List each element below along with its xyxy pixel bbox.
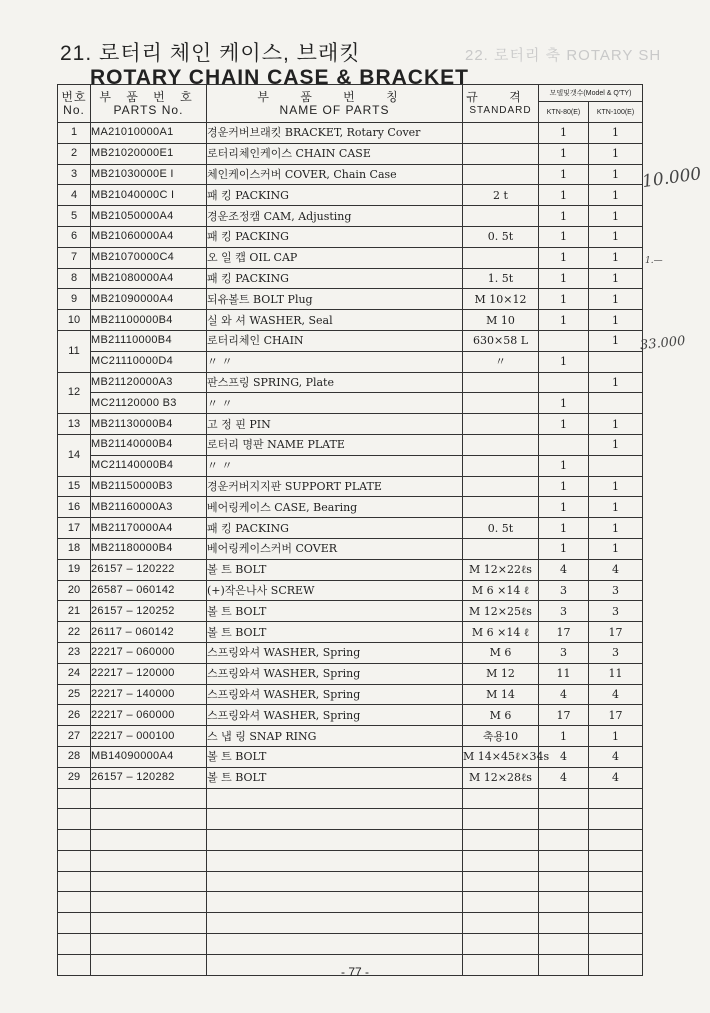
header-no: 번호 No. (58, 85, 91, 123)
cell-qty-ktn100: 1 (589, 518, 643, 539)
cell-parts-no: MB21160000A3 (91, 497, 207, 518)
cell-qty-ktn100 (589, 830, 643, 851)
header-standard: 규 격 STANDARD (463, 85, 539, 123)
cell-standard (463, 538, 539, 559)
title-english: ROTARY CHAIN CASE & BRACKET (90, 66, 469, 89)
cell-qty-ktn100: 17 (589, 622, 643, 643)
cell-name: 실 와 셔 WASHER, Seal (207, 310, 463, 331)
cell-no: 17 (58, 518, 91, 539)
cell-qty-ktn80 (539, 850, 589, 871)
cell-parts-no: MB21070000C4 (91, 247, 207, 268)
cell-standard (463, 871, 539, 892)
cell-name: 스프링와셔 WASHER, Spring (207, 663, 463, 684)
cell-no: 2 (58, 143, 91, 164)
cell-qty-ktn100 (589, 892, 643, 913)
table-row (58, 143, 643, 164)
cell-standard (463, 455, 539, 476)
cell-parts-no (91, 871, 207, 892)
cell-no: 5 (58, 206, 91, 227)
table-row (58, 830, 643, 851)
cell-parts-no: MB21080000A4 (91, 268, 207, 289)
cell-parts-no: MB14090000A4 (91, 746, 207, 767)
cell-name: 〃 〃 (207, 351, 463, 372)
header-model-qty: 모델및갯수(Model & Q'TY) (539, 85, 643, 102)
cell-standard (463, 414, 539, 435)
page-number: - 77 - (340, 965, 369, 979)
handwritten-note: 10.000 (640, 163, 703, 193)
cell-name: 스 냅 링 SNAP RING (207, 726, 463, 747)
cell-parts-no: 22217 – 060000 (91, 642, 207, 663)
cell-name: 로터리체인케이스 CHAIN CASE (207, 143, 463, 164)
cell-parts-no: 22217 – 140000 (91, 684, 207, 705)
cell-qty-ktn100 (589, 809, 643, 830)
cell-name: 경운조정캠 CAM, Adjusting (207, 206, 463, 227)
table-row (58, 289, 643, 310)
cell-standard: M 12 (463, 663, 539, 684)
table-row (58, 913, 643, 934)
cell-qty-ktn100: 1 (589, 330, 643, 351)
cell-qty-ktn80: 1 (539, 289, 589, 310)
cell-name: 경운커버지지판 SUPPORT PLATE (207, 476, 463, 497)
cell-standard: M 12×22ℓs (463, 559, 539, 580)
header-ktn-100: KTN-100(E) (589, 102, 643, 123)
cell-qty-ktn80: 3 (539, 642, 589, 663)
cell-no (58, 913, 91, 934)
cell-parts-no: 26157 – 120222 (91, 559, 207, 580)
cell-qty-ktn100: 4 (589, 746, 643, 767)
cell-parts-no: MB21150000B3 (91, 476, 207, 497)
cell-qty-ktn80: 17 (539, 622, 589, 643)
table-row (58, 622, 643, 643)
cell-qty-ktn80: 1 (539, 726, 589, 747)
table-row (58, 414, 643, 435)
cell-standard: 1. 5t (463, 268, 539, 289)
table-row (58, 247, 643, 268)
cell-qty-ktn80: 1 (539, 497, 589, 518)
cell-qty-ktn80: 1 (539, 310, 589, 331)
cell-qty-ktn80 (539, 809, 589, 830)
cell-standard: M 14 (463, 684, 539, 705)
cell-name (207, 934, 463, 955)
cell-qty-ktn80: 1 (539, 476, 589, 497)
table-row (58, 268, 643, 289)
cell-qty-ktn100: 1 (589, 497, 643, 518)
cell-parts-no: MB21130000B4 (91, 414, 207, 435)
cell-parts-no: MB21100000B4 (91, 310, 207, 331)
bleed-through-text: 22. 로터리 축 ROTARY SH (465, 47, 662, 64)
table-row (58, 559, 643, 580)
table-row (58, 455, 643, 476)
cell-no: 19 (58, 559, 91, 580)
cell-qty-ktn100: 1 (589, 414, 643, 435)
cell-no (58, 934, 91, 955)
cell-qty-ktn100: 3 (589, 580, 643, 601)
cell-parts-no: MB21030000E I (91, 164, 207, 185)
cell-qty-ktn80: 1 (539, 247, 589, 268)
cell-parts-no: MB21180000B4 (91, 538, 207, 559)
cell-qty-ktn100 (589, 871, 643, 892)
table-row (58, 497, 643, 518)
cell-qty-ktn80: 17 (539, 705, 589, 726)
cell-standard: M 6 (463, 705, 539, 726)
table-row (58, 767, 643, 788)
cell-no: 13 (58, 414, 91, 435)
cell-standard (463, 913, 539, 934)
cell-no: 21 (58, 601, 91, 622)
cell-qty-ktn100: 1 (589, 143, 643, 164)
cell-qty-ktn80: 1 (539, 164, 589, 185)
cell-qty-ktn100 (589, 850, 643, 871)
cell-qty-ktn80: 1 (539, 206, 589, 227)
cell-qty-ktn100: 1 (589, 434, 643, 455)
table-row (58, 123, 643, 144)
cell-parts-no: MB21020000E1 (91, 143, 207, 164)
cell-standard: 0. 5t (463, 518, 539, 539)
cell-name: 베어링케이스커버 COVER (207, 538, 463, 559)
cell-name: 〃 〃 (207, 455, 463, 476)
cell-qty-ktn100 (589, 934, 643, 955)
cell-name: 경운커버브래킷 BRACKET, Rotary Cover (207, 123, 463, 144)
parts-table (57, 84, 643, 976)
cell-standard (463, 850, 539, 871)
cell-parts-no: MA21010000A1 (91, 123, 207, 144)
cell-no: 25 (58, 684, 91, 705)
cell-qty-ktn80 (539, 892, 589, 913)
table-row (58, 185, 643, 206)
table-row (58, 351, 643, 372)
cell-name: 스프링와셔 WASHER, Spring (207, 705, 463, 726)
cell-standard: M 14×45ℓ×34s (463, 746, 539, 767)
cell-qty-ktn80: 1 (539, 123, 589, 144)
table-row (58, 393, 643, 414)
table-row (58, 310, 643, 331)
cell-qty-ktn80: 4 (539, 684, 589, 705)
table-row (58, 226, 643, 247)
cell-name: 되유볼트 BOLT Plug (207, 289, 463, 310)
cell-parts-no: MB21090000A4 (91, 289, 207, 310)
cell-parts-no (91, 788, 207, 809)
cell-qty-ktn100: 11 (589, 663, 643, 684)
cell-parts-no: 22217 – 060000 (91, 705, 207, 726)
table-row (58, 372, 643, 393)
cell-name: 볼 트 BOLT (207, 601, 463, 622)
cell-parts-no: 22217 – 120000 (91, 663, 207, 684)
cell-qty-ktn80: 1 (539, 143, 589, 164)
cell-standard: M 12×28ℓs (463, 767, 539, 788)
table-row (58, 476, 643, 497)
cell-no: 22 (58, 622, 91, 643)
cell-name (207, 892, 463, 913)
cell-standard: M 6 ×14 ℓ (463, 580, 539, 601)
cell-no: 10 (58, 310, 91, 331)
cell-parts-no: MB21140000B4 (91, 434, 207, 455)
cell-qty-ktn80: 1 (539, 268, 589, 289)
cell-no: 29 (58, 767, 91, 788)
cell-standard: 2 t (463, 185, 539, 206)
table-row (58, 434, 643, 455)
cell-qty-ktn100: 1 (589, 185, 643, 206)
cell-no (58, 830, 91, 851)
table-row (58, 788, 643, 809)
cell-qty-ktn80: 1 (539, 185, 589, 206)
cell-name: 로터리 명판 NAME PLATE (207, 434, 463, 455)
cell-parts-no: MB21050000A4 (91, 206, 207, 227)
cell-name: 스프링와셔 WASHER, Spring (207, 642, 463, 663)
cell-no: 4 (58, 185, 91, 206)
cell-name: 볼 트 BOLT (207, 622, 463, 643)
cell-name: 고 정 핀 PIN (207, 414, 463, 435)
cell-qty-ktn100 (589, 788, 643, 809)
cell-no: 7 (58, 247, 91, 268)
cell-name: 패 킹 PACKING (207, 268, 463, 289)
cell-parts-no (91, 892, 207, 913)
cell-parts-no: 26157 – 120282 (91, 767, 207, 788)
cell-qty-ktn80: 4 (539, 767, 589, 788)
table-row (58, 705, 643, 726)
cell-standard: 〃 (463, 351, 539, 372)
cell-qty-ktn80: 4 (539, 559, 589, 580)
cell-name: 볼 트 BOLT (207, 767, 463, 788)
cell-qty-ktn80: 3 (539, 580, 589, 601)
cell-name (207, 913, 463, 934)
cell-parts-no: 26117 – 060142 (91, 622, 207, 643)
handwritten-note: 1.— (645, 256, 663, 266)
cell-no: 20 (58, 580, 91, 601)
cell-name (207, 788, 463, 809)
cell-name: 〃 〃 (207, 393, 463, 414)
cell-standard (463, 892, 539, 913)
cell-parts-no: MB21120000A3 (91, 372, 207, 393)
cell-qty-ktn80: 1 (539, 393, 589, 414)
cell-no: 12 (58, 372, 91, 414)
cell-qty-ktn100: 1 (589, 226, 643, 247)
cell-name (207, 850, 463, 871)
cell-standard (463, 393, 539, 414)
cell-name: 볼 트 BOLT (207, 559, 463, 580)
cell-standard (463, 497, 539, 518)
cell-parts-no (91, 913, 207, 934)
cell-standard: M 6 ×14 ℓ (463, 622, 539, 643)
cell-qty-ktn80 (539, 330, 589, 351)
cell-no (58, 788, 91, 809)
table-row (58, 663, 643, 684)
cell-standard: M 6 (463, 642, 539, 663)
cell-no (58, 809, 91, 830)
cell-name: 패 킹 PACKING (207, 185, 463, 206)
cell-qty-ktn100: 3 (589, 601, 643, 622)
cell-parts-no: 22217 – 000100 (91, 726, 207, 747)
cell-name: 패 킹 PACKING (207, 226, 463, 247)
cell-name (207, 809, 463, 830)
cell-standard (463, 372, 539, 393)
cell-no: 11 (58, 330, 91, 372)
cell-standard (463, 809, 539, 830)
cell-standard (463, 206, 539, 227)
cell-name: 로터리체인 CHAIN (207, 330, 463, 351)
cell-parts-no (91, 830, 207, 851)
handwritten-note: 33.000 (639, 333, 687, 354)
cell-qty-ktn100: 1 (589, 538, 643, 559)
cell-standard (463, 143, 539, 164)
cell-qty-ktn80: 1 (539, 351, 589, 372)
cell-no: 6 (58, 226, 91, 247)
cell-qty-ktn80 (539, 372, 589, 393)
cell-parts-no: MB21110000B4 (91, 330, 207, 351)
cell-qty-ktn80 (539, 934, 589, 955)
cell-name: 베어링케이스 CASE, Bearing (207, 497, 463, 518)
table-row (58, 538, 643, 559)
header-ktn-80: KTN-80(E) (539, 102, 589, 123)
table-row (58, 746, 643, 767)
cell-qty-ktn100: 4 (589, 684, 643, 705)
cell-qty-ktn80 (539, 434, 589, 455)
cell-qty-ktn80: 1 (539, 455, 589, 476)
cell-parts-no: MB21060000A4 (91, 226, 207, 247)
cell-qty-ktn80 (539, 830, 589, 851)
cell-no (58, 850, 91, 871)
cell-qty-ktn80: 1 (539, 414, 589, 435)
cell-parts-no (91, 809, 207, 830)
page-title (60, 42, 469, 90)
cell-parts-no: MC21140000B4 (91, 455, 207, 476)
cell-name: 패 킹 PACKING (207, 518, 463, 539)
cell-no: 1 (58, 123, 91, 144)
cell-name: (+)작은나사 SCREW (207, 580, 463, 601)
cell-standard: 630×58 L (463, 330, 539, 351)
cell-no: 28 (58, 746, 91, 767)
cell-no: 23 (58, 642, 91, 663)
cell-standard: 0. 5t (463, 226, 539, 247)
table-row (58, 580, 643, 601)
table-row (58, 684, 643, 705)
cell-parts-no: MB21170000A4 (91, 518, 207, 539)
cell-qty-ktn100: 17 (589, 705, 643, 726)
cell-qty-ktn100: 1 (589, 289, 643, 310)
cell-qty-ktn80 (539, 871, 589, 892)
table-header-row (58, 85, 643, 102)
cell-name: 볼 트 BOLT (207, 746, 463, 767)
table-row (58, 871, 643, 892)
cell-no: 18 (58, 538, 91, 559)
title-korean: 21. 로터리 체인 케이스, 브래킷 (60, 42, 361, 65)
table-row (58, 518, 643, 539)
cell-qty-ktn100: 1 (589, 310, 643, 331)
cell-standard (463, 434, 539, 455)
table-row (58, 892, 643, 913)
cell-parts-no: MB21040000C I (91, 185, 207, 206)
table-row (58, 809, 643, 830)
cell-qty-ktn80: 4 (539, 746, 589, 767)
cell-standard: M 10×12 (463, 289, 539, 310)
cell-name (207, 830, 463, 851)
cell-no: 8 (58, 268, 91, 289)
cell-qty-ktn80 (539, 913, 589, 934)
cell-standard: M 10 (463, 310, 539, 331)
cell-standard (463, 476, 539, 497)
cell-no: 15 (58, 476, 91, 497)
cell-standard: M 12×25ℓs (463, 601, 539, 622)
cell-no: 3 (58, 164, 91, 185)
cell-standard: 축용10 (463, 726, 539, 747)
cell-name: 오 일 캡 OIL CAP (207, 247, 463, 268)
cell-qty-ktn80: 11 (539, 663, 589, 684)
cell-parts-no: 26587 – 060142 (91, 580, 207, 601)
cell-no: 14 (58, 434, 91, 476)
cell-standard (463, 788, 539, 809)
cell-qty-ktn80: 1 (539, 226, 589, 247)
table-row (58, 934, 643, 955)
cell-qty-ktn100: 1 (589, 123, 643, 144)
table-row (58, 850, 643, 871)
cell-parts-no: MC21120000 B3 (91, 393, 207, 414)
cell-standard (463, 164, 539, 185)
cell-qty-ktn100: 1 (589, 247, 643, 268)
cell-no: 16 (58, 497, 91, 518)
cell-qty-ktn100 (589, 351, 643, 372)
cell-qty-ktn100: 1 (589, 206, 643, 227)
cell-qty-ktn80: 3 (539, 601, 589, 622)
cell-standard (463, 830, 539, 851)
cell-standard (463, 123, 539, 144)
cell-qty-ktn100 (589, 455, 643, 476)
cell-no: 9 (58, 289, 91, 310)
cell-parts-no (91, 850, 207, 871)
cell-qty-ktn100 (589, 913, 643, 934)
cell-parts-no (91, 934, 207, 955)
table-row (58, 164, 643, 185)
header-parts-no: 부 품 번 호 PARTS No. (91, 85, 207, 123)
cell-qty-ktn100: 3 (589, 642, 643, 663)
cell-name (207, 871, 463, 892)
cell-qty-ktn100 (589, 393, 643, 414)
cell-name: 체인케이스커버 COVER, Chain Case (207, 164, 463, 185)
cell-qty-ktn100: 1 (589, 726, 643, 747)
cell-qty-ktn80: 1 (539, 518, 589, 539)
cell-standard (463, 934, 539, 955)
cell-no (58, 871, 91, 892)
table-row (58, 206, 643, 227)
cell-qty-ktn100: 4 (589, 767, 643, 788)
cell-no: 26 (58, 705, 91, 726)
cell-parts-no: 26157 – 120252 (91, 601, 207, 622)
cell-qty-ktn100: 1 (589, 372, 643, 393)
cell-name: 스프링와셔 WASHER, Spring (207, 684, 463, 705)
cell-qty-ktn80 (539, 788, 589, 809)
cell-qty-ktn100: 1 (589, 476, 643, 497)
cell-name: 판스프링 SPRING, Plate (207, 372, 463, 393)
cell-qty-ktn100: 4 (589, 559, 643, 580)
cell-no: 27 (58, 726, 91, 747)
header-name-of-parts: 부 품 번 칭 NAME OF PARTS (207, 85, 463, 123)
cell-no (58, 892, 91, 913)
table-row (58, 330, 643, 351)
table-row (58, 642, 643, 663)
table-row (58, 726, 643, 747)
cell-qty-ktn100: 1 (589, 268, 643, 289)
cell-qty-ktn100: 1 (589, 164, 643, 185)
cell-qty-ktn80: 1 (539, 538, 589, 559)
cell-no: 24 (58, 663, 91, 684)
cell-parts-no: MC21110000D4 (91, 351, 207, 372)
cell-standard (463, 247, 539, 268)
table-row (58, 601, 643, 622)
